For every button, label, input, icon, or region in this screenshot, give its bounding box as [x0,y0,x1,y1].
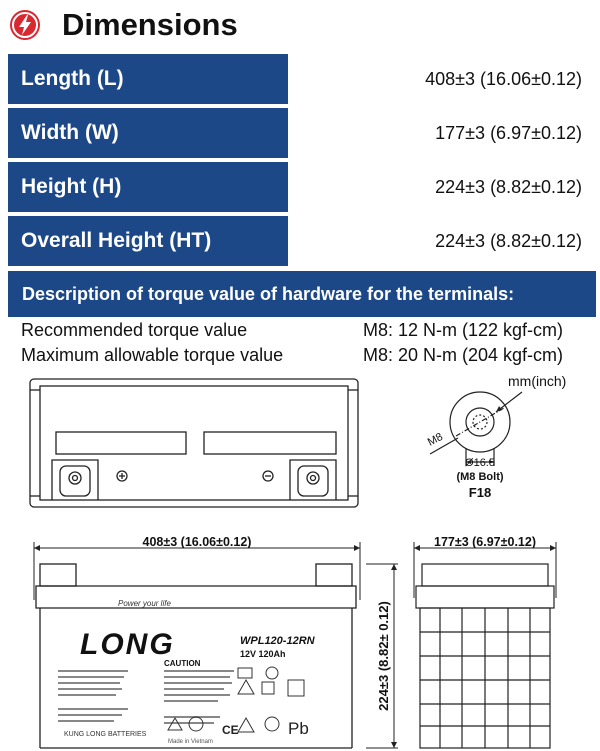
terminal-code: F18 [468,485,492,500]
title-row [0,4,600,48]
ce-mark-icon: CE [222,723,239,737]
width-dimension: 177±3 (6.97±0.12) [434,535,536,549]
page-title: Dimensions [62,7,238,42]
maker-name: KUNG LONG BATTERIES [64,731,147,738]
dimension-row-width [0,108,600,158]
bolt-caption: (M8 Bolt) [456,471,504,483]
battery-top-view [30,379,358,507]
battery-side-view [416,564,554,748]
dimension-row-height [0,162,600,212]
dimension-label: Overall Height (HT) [8,216,288,266]
torque-value-recommended: M8: 12 N-m (122 kgf-cm) [363,320,564,340]
height-dimension: 224±3 (8.82± 0.12) [376,601,391,711]
technical-drawing [0,368,600,751]
brand-logo: LONG [80,628,175,661]
dimension-label: Width (W) [8,108,288,158]
dimension-label: Length (L) [8,54,288,104]
bolt-label: M8 [425,430,445,449]
lightning-bolt-icon [10,10,40,40]
torque-value-maximum: M8: 20 N-m (204 kgf-cm) [363,345,564,365]
battery-label [58,599,316,745]
torque-label-recommended: Recommended torque value [21,320,248,340]
terminal-detail [430,392,522,466]
lead-symbol: Pb [288,719,309,738]
dimension-label: Height (H) [8,162,288,212]
dimension-value: 177±3 (6.97±0.12) [435,123,582,143]
units-label: mm(inch) [508,373,567,389]
torque-heading: Description of torque value of hardware for the terminals: [8,271,596,317]
dimension-value: 224±3 (8.82±0.12) [435,231,582,251]
battery-model: WPL120-12RN [240,635,315,647]
made-in: Made in Vietnam [168,739,213,745]
torque-label-maximum: Maximum allowable torque value [21,345,284,365]
dimension-value: 224±3 (8.82±0.12) [435,177,582,197]
caution-label: CAUTION [164,659,201,668]
dimension-row-length [0,54,600,104]
brand-tagline: Power your life [118,599,171,608]
length-dimension: 408±3 (16.06±0.12) [142,535,252,549]
battery-rating: 12V 120Ah [240,649,286,659]
dimension-value: 408±3 (16.06±0.12) [425,69,582,89]
dimension-row-overall-height [0,216,600,266]
bolt-diameter: Ø16.5 [465,457,495,469]
